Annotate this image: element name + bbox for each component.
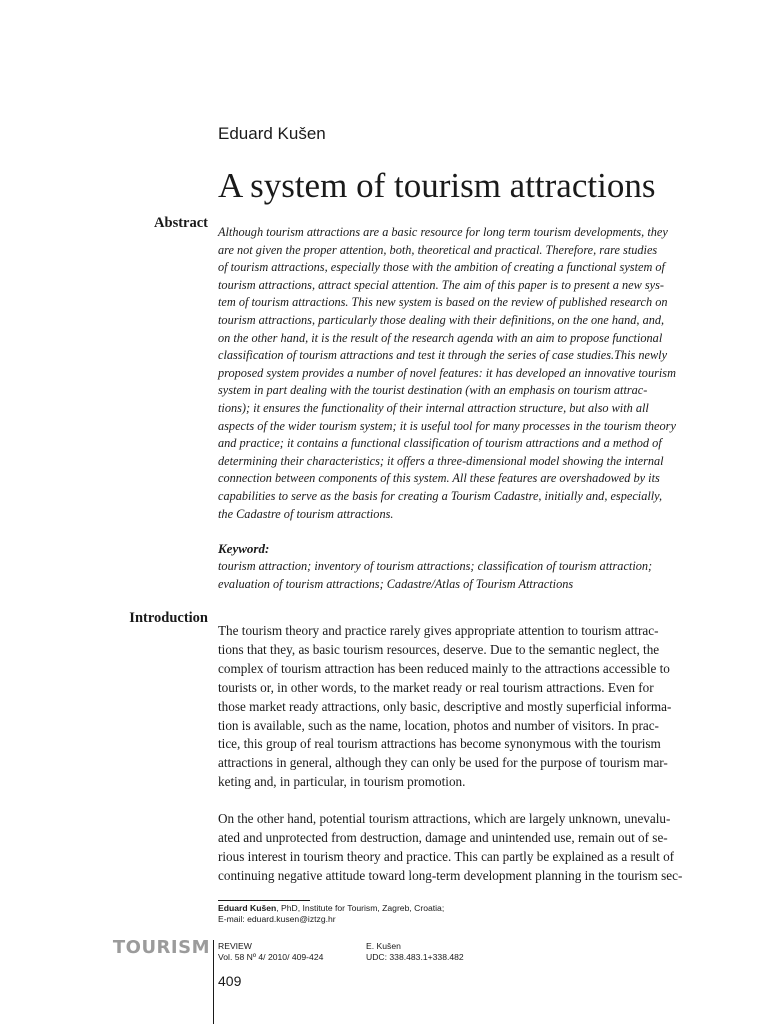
abstract-line: and practice; it contains a functional classification of tourism attractions and a method of [218, 436, 662, 451]
paper-title: A system of tourism attractions [218, 166, 656, 205]
abstract-heading: Abstract [154, 215, 208, 231]
abstract-line: of tourism attractions, especially those with the ambition of creating a functional system of [218, 260, 665, 275]
abstract-line: proposed system provides a number of novel features: it has developed an innovative tourism [218, 365, 676, 380]
page-number: 409 [218, 973, 242, 989]
footnote-author-name: Eduard Kušen [218, 903, 277, 913]
keyword-line: tourism attraction; inventory of tourism attractions; classification of tourism attraction; [218, 559, 653, 573]
keyword-label: Keyword: [218, 541, 270, 556]
body-line: ated and unprotected from destruction, damage and unintended use, remain out of se- [218, 829, 668, 845]
abstract-line: are not given the proper attention, both, theoretical and practical. Therefore, rare studies [218, 242, 658, 257]
body-line: those market ready attractions, only basic, descriptive and mostly superficial informa- [218, 698, 672, 714]
body-line: tourists or, in other words, to the market ready or real tourism attractions. Even for [218, 679, 654, 695]
abstract-line: capabilities to serve as the basis for creating a Tourism Cadastre, initially and, especially, [218, 488, 663, 503]
abstract-line: tem of tourism attractions. This new system is based on the review of published research on [218, 295, 668, 310]
footer-divider [213, 940, 214, 1024]
body-line: On the other hand, potential tourism attractions, which are largely unknown, unevalu- [218, 811, 671, 826]
abstract-line: system in part dealing with the tourist destination (with an emphasis on tourism attrac- [218, 383, 648, 398]
abstract-line: determining their characteristics; it offers a three-dimensional model showing the internal [218, 453, 664, 468]
author-name: Eduard Kušen [218, 124, 326, 143]
abstract-line: aspects of the wider tourism system; it is useful tool for many processes in the tourism theory [218, 418, 676, 433]
abstract-line: tions); it ensures the functionality of their internal attraction structure, but also with all [218, 400, 649, 415]
introduction-paragraph-2 [218, 810, 698, 886]
body-line: keting and, in particular, in tourism promotion. [218, 774, 466, 790]
body-line: attractions in general, although they can only be used for the purpose of tourism mar- [218, 755, 668, 771]
abstract-line: Although tourism attractions are a basic resource for long term tourism developments, they [218, 225, 668, 239]
abstract-line: tourism attractions, particularly those dealing with their definitions, on the one hand, and, [218, 312, 665, 327]
journal-volume: Vol. 58 Nº 4/ 2010/ 409-424 [218, 952, 324, 962]
keyword-line: evaluation of tourism attractions; Cadastre/Atlas of Tourism Attractions [218, 576, 574, 591]
footnote-email: E-mail: eduard.kusen@iztzg.hr [218, 914, 336, 924]
body-line: continuing negative attitude toward long-term development planning in the tourism sec- [218, 867, 683, 883]
body-line: rious interest in tourism theory and practice. This can partly be explained as a result of [218, 848, 675, 864]
body-line: tice, this group of real tourism attractions has become synonymous with the tourism [218, 736, 661, 752]
abstract-line: tourism attractions, attract special attention. The aim of this paper is to present a new sys- [218, 277, 664, 292]
body-line: The tourism theory and practice rarely gives appropriate attention to tourism attrac- [218, 623, 659, 638]
body-line: tions that they, as basic tourism resources, deserve. Due to the semantic neglect, the [218, 641, 660, 657]
introduction-paragraph-1 [218, 622, 698, 792]
journal-logo: TOURISM [112, 937, 210, 958]
footnote-affiliation: , PhD, Institute for Tourism, Zagreb, Croatia; [276, 903, 445, 913]
journal-info [218, 941, 323, 963]
abstract-line: connection between components of this system. All these features are overshadowed by its [218, 471, 660, 486]
citation-info [366, 941, 464, 963]
body-line: tion is available, such as the name, location, photos and number of visitors. In prac- [218, 717, 659, 733]
introduction-heading: Introduction [129, 610, 208, 626]
footnote-rule [218, 900, 310, 901]
abstract-line: the Cadastre of tourism attractions. [218, 506, 394, 521]
keyword-text [218, 558, 652, 593]
author-footnote [218, 903, 444, 925]
abstract-line: on the other hand, it is the result of the research agenda with an aim to propose functional [218, 330, 663, 345]
journal-review-label: REVIEW [218, 941, 252, 951]
abstract-text [218, 224, 698, 523]
abstract-line: classification of tourism attractions and test it through the series of case studies.This newly [218, 348, 668, 363]
body-line: complex of tourism attraction has been reduced mainly to the attractions accessible to [218, 660, 670, 676]
citation-author: E. Kušen [366, 941, 401, 951]
citation-udc: UDC: 338.483.1+338.482 [366, 952, 464, 962]
